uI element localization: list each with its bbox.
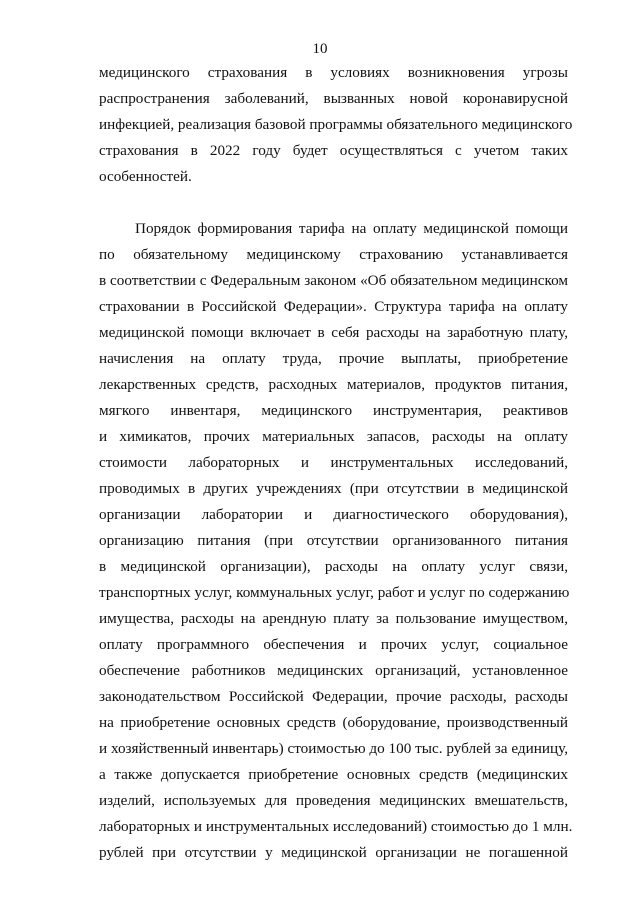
text-line: лекарственных средств, расходных материалов, продуктов питания,	[99, 376, 568, 393]
text-line: особенностей.	[99, 168, 192, 185]
paragraph-first-line: Порядок формирования тарифа на оплату медицинской помощи	[135, 220, 568, 237]
text-line: организации лаборатории и диагностического оборудования),	[99, 506, 568, 523]
text-line: медицинского страхования в условиях возникновения угрозы	[99, 64, 568, 81]
text-line: медицинской помощи включает в себя расходы на заработную плату,	[99, 324, 568, 341]
text-line: и хозяйственный инвентарь) стоимостью до 100 тыс. рублей за единицу,	[99, 740, 568, 757]
text-line: страхования в 2022 году будет осуществляться с учетом таких	[99, 142, 568, 159]
text-line: а также допускается приобретение основных средств (медицинских	[99, 766, 568, 783]
text-line: обеспечение работников медицинских организаций, установленное	[99, 662, 568, 679]
text-line: имущества, расходы на арендную плату за пользование имуществом,	[99, 610, 568, 627]
text-line: по обязательному медицинскому страхованию устанавливается	[99, 246, 568, 263]
text-line: в соответствии с Федеральным законом «Об обязательном медицинском	[99, 272, 568, 289]
text-line: страховании в Российской Федерации». Структура тарифа на оплату	[99, 298, 568, 315]
text-line: транспортных услуг, коммунальных услуг, работ и услуг по содержанию	[99, 584, 570, 601]
text-line: лабораторных и инструментальных исследований) стоимостью до 1 млн.	[99, 818, 573, 835]
text-line: стоимости лабораторных и инструментальных исследований,	[99, 454, 568, 471]
text-line: изделий, используемых для проведения медицинских вмешательств,	[99, 792, 568, 809]
text-line: начисления на оплату труда, прочие выплаты, приобретение	[99, 350, 568, 367]
text-line: проводимых в других учреждениях (при отсутствии в медицинской	[99, 480, 568, 497]
text-line: на приобретение основных средств (оборудование, производственный	[99, 714, 568, 731]
text-line: распространения заболеваний, вызванных новой коронавирусной	[99, 90, 568, 107]
text-line: организацию питания (при отсутствии организованного питания	[99, 532, 568, 549]
text-line: оплату программного обеспечения и прочих услуг, социальное	[99, 636, 568, 653]
text-line: и химикатов, прочих материальных запасов, расходы на оплату	[99, 428, 568, 445]
text-line: рублей при отсутствии у медицинской организации не погашенной	[99, 844, 568, 861]
text-line: в медицинской организации), расходы на оплату услуг связи,	[99, 558, 568, 575]
text-line: инфекцией, реализация базовой программы обязательного медицинского	[99, 116, 573, 133]
text-line: мягкого инвентаря, медицинского инструментария, реактивов	[99, 402, 568, 419]
text-line: законодательством Российской Федерации, прочие расходы, расходы	[99, 688, 568, 705]
page-number: 10	[312, 41, 328, 57]
